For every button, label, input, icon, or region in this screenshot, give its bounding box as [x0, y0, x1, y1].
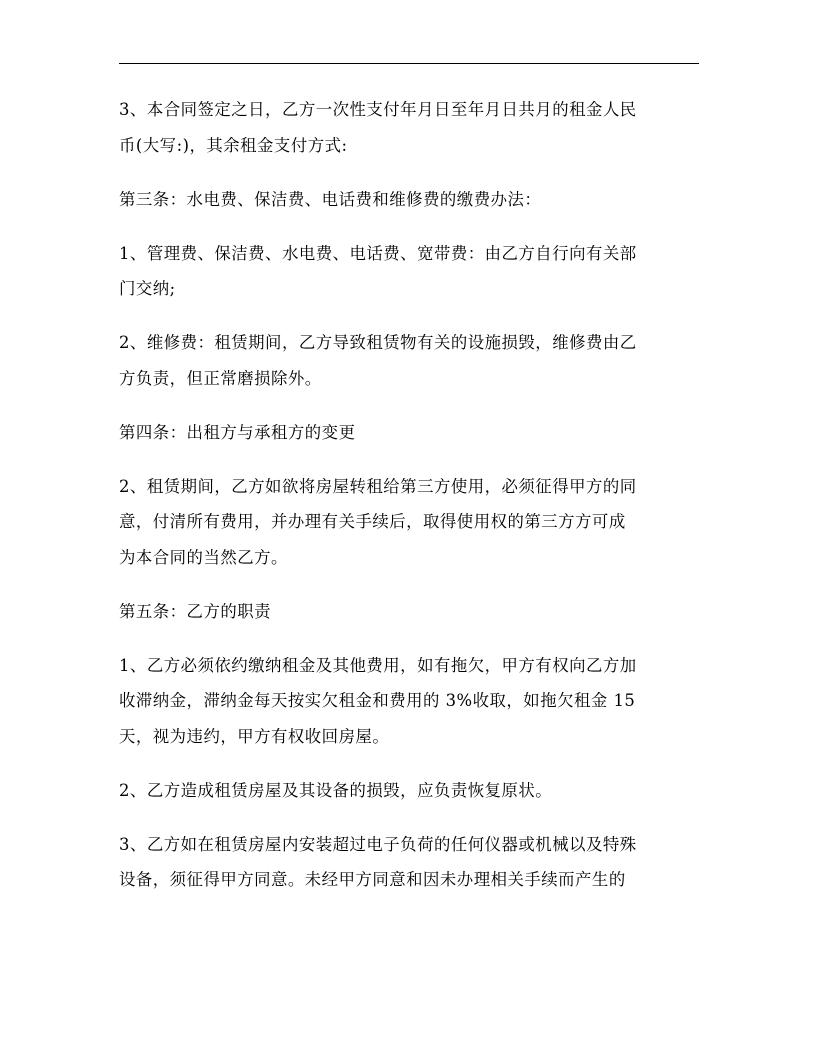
paragraph-8 [119, 648, 699, 755]
text-line: 门交纳; [119, 279, 176, 298]
text-line: 2、维修费：租赁期间，乙方导致租赁物有关的设施损毁，维修费由乙 [119, 333, 637, 352]
text-line: 天，视为违约，甲方有权收回房屋。 [119, 726, 390, 746]
paragraph-6 [119, 469, 699, 576]
header-rule [119, 63, 699, 64]
text-line: 2、乙方造成租赁房屋及其设备的损毁，应负责恢复原状。 [119, 780, 553, 800]
text-line: 3、本合同签定之日，乙方一次性支付年月日至年月日共月的租金人民 [119, 100, 637, 119]
paragraph-10 [119, 827, 699, 898]
section-heading-3 [119, 182, 699, 218]
section-heading-4 [119, 415, 699, 451]
text-line: 方负责，但正常磨损除外。 [119, 368, 322, 388]
text-line: 意，付清所有费用，并办理有关手续后，取得使用权的第三方方可成 [119, 512, 626, 531]
paragraph-1 [119, 92, 699, 163]
heading-text: 第三条：水电费、保洁费、电话费和维修费的缴费办法： [119, 189, 542, 209]
document-body [119, 92, 699, 916]
text-line: 2、租赁期间，乙方如欲将房屋转租给第三方使用，必须征得甲方的同 [119, 476, 637, 496]
text-line: 1、管理费、保洁费、水电费、电话费、宽带费：由乙方自行向有关部 [119, 243, 637, 263]
text-line: 1、乙方必须依约缴纳租金及其他费用，如有拖欠，甲方有权向乙方加 [119, 655, 637, 675]
paragraph-3 [119, 236, 699, 307]
section-heading-5 [119, 594, 699, 630]
text-line: 收滞纳金，滞纳金每天按实欠租金和费用的 3%收取，如拖欠租金 15 [119, 691, 636, 710]
text-line: 设备，须征得甲方同意。未经甲方同意和因未办理相关手续而产生的 [119, 870, 626, 889]
text-line: 为本合同的当然乙方。 [119, 547, 288, 567]
heading-text: 第五条：乙方的职责 [119, 601, 272, 621]
heading-text: 第四条：出租方与承租方的变更 [119, 422, 356, 442]
text-line: 3、乙方如在租赁房屋内安装超过电子负荷的任何仪器或机械以及特殊 [119, 834, 637, 854]
paragraph-9 [119, 773, 699, 809]
paragraph-4 [119, 325, 699, 396]
text-line: 币(大写:)，其余租金支付方式: [119, 135, 348, 155]
